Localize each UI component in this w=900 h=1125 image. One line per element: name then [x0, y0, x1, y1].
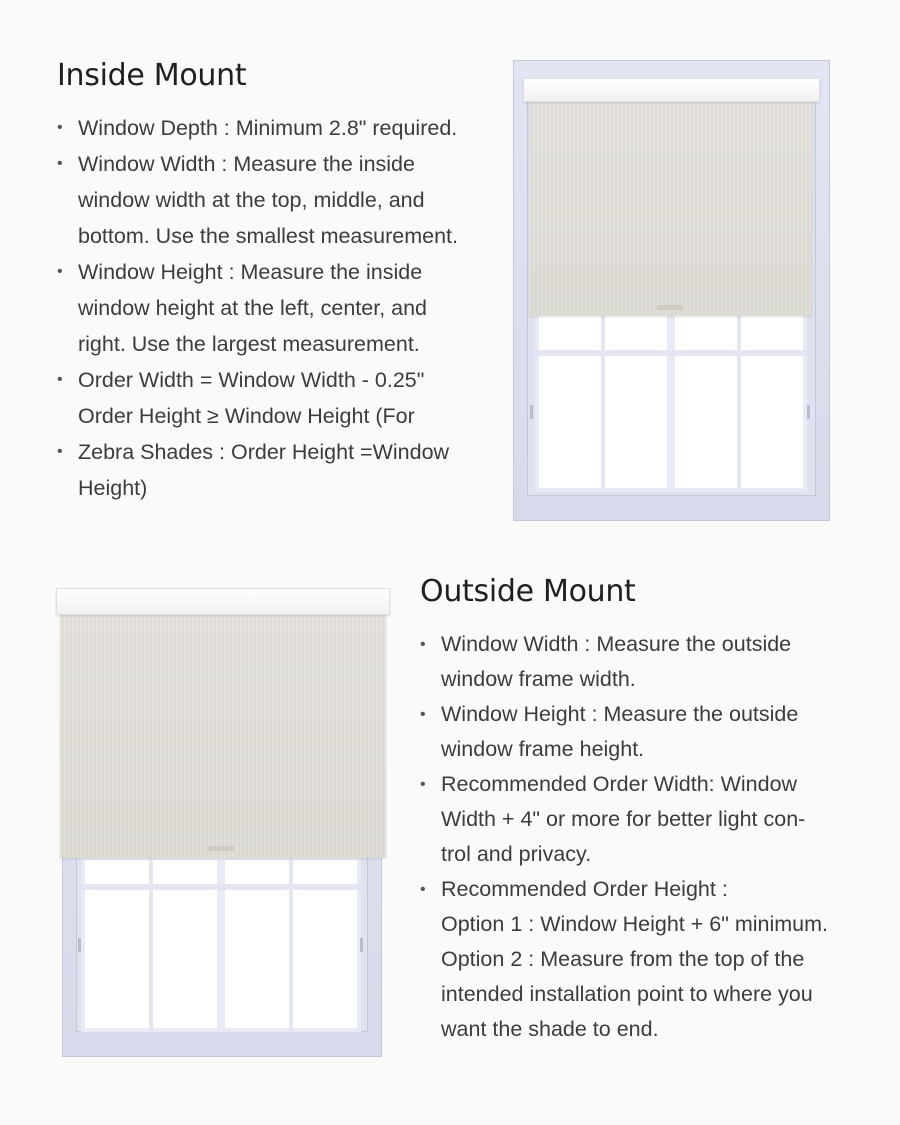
bullet-text-line: window frame height. — [441, 737, 645, 761]
bullet-item — [420, 767, 880, 872]
bullet-text-line: window width at the top, middle, and — [78, 188, 425, 212]
bullet-item — [57, 362, 507, 434]
bullet-text-line: want the shade to end. — [441, 1017, 659, 1041]
inside-mount-bullet-list — [57, 110, 507, 506]
bullet-text-line: Order Height ≥ Window Height (For — [78, 404, 415, 428]
bullet-dot-icon: • — [420, 636, 426, 653]
bullet-text-line: right. Use the largest measurement. — [78, 332, 420, 356]
bullet-text-line: trol and privacy. — [441, 842, 592, 866]
window-hinge — [78, 938, 81, 952]
bullet-text-line: Recommended Order Height : — [441, 877, 728, 901]
roller-shade-fabric — [60, 612, 386, 858]
outside-mount-illustration — [56, 588, 390, 1058]
bullet-text-line: Zebra Shades : Order Height =Window — [78, 440, 450, 464]
window-hinge — [360, 938, 363, 952]
inside-mount-illustration — [513, 60, 830, 521]
bullet-item — [57, 146, 507, 254]
bullet-dot-icon: • — [420, 706, 426, 723]
bullet-text-line: Window Height : Measure the inside — [78, 260, 423, 284]
shade-cassette — [56, 588, 390, 615]
window-transom — [535, 350, 807, 356]
bullet-text-line: Height) — [78, 476, 148, 500]
shade-pull-tab — [657, 305, 683, 310]
window-hinge — [807, 405, 810, 419]
bullet-dot-icon: • — [57, 443, 63, 460]
bullet-dot-icon: • — [420, 776, 426, 793]
bullet-text-line: Recommended Order Width: Window — [441, 772, 798, 796]
bullet-item — [57, 110, 507, 146]
bullet-text-line: Order Width = Window Width - 0.25" — [78, 368, 425, 392]
bullet-text-line: Width + 4" or more for better light con- — [441, 807, 806, 831]
bullet-dot-icon: • — [420, 881, 426, 898]
bullet-dot-icon: • — [57, 371, 63, 388]
bullet-text-line: window frame width. — [441, 667, 636, 691]
bullet-text-line: window height at the left, center, and — [78, 296, 428, 320]
outside-mount-title: Outside Mount — [420, 574, 636, 609]
bullet-text-line: bottom. Use the smallest measurement. — [78, 224, 458, 248]
window-hinge — [530, 405, 533, 419]
bullet-item — [420, 872, 880, 1047]
shade-pull-tab — [208, 846, 234, 851]
bullet-dot-icon: • — [57, 155, 63, 172]
window-mullion — [149, 856, 153, 1032]
bullet-text-line: Window Height : Measure the outside — [441, 702, 799, 726]
bullet-text-line: intended installation point to where you — [441, 982, 813, 1006]
shade-cassette — [523, 78, 820, 102]
window-transom — [81, 884, 361, 890]
bullet-text-line: Option 2 : Measure from the top of the — [441, 947, 805, 971]
inside-mount-title: Inside Mount — [57, 58, 247, 93]
bullet-item — [57, 254, 507, 362]
bullet-text-line: Window Width : Measure the outside — [441, 632, 792, 656]
outside-mount-bullet-list — [420, 627, 880, 1047]
bullet-text-line: Option 1 : Window Height + 6" minimum. — [441, 912, 829, 936]
bullet-dot-icon: • — [57, 263, 63, 280]
bullet-item — [420, 697, 880, 767]
bullet-item — [420, 627, 880, 697]
bullet-text-line: Window Width : Measure the inside — [78, 152, 415, 176]
window-mullion — [289, 856, 293, 1032]
bullet-text-line: Window Depth : Minimum 2.8" required. — [78, 116, 458, 140]
bullet-item — [57, 434, 507, 506]
bullet-dot-icon: • — [57, 119, 63, 136]
roller-shade-fabric — [529, 98, 812, 316]
